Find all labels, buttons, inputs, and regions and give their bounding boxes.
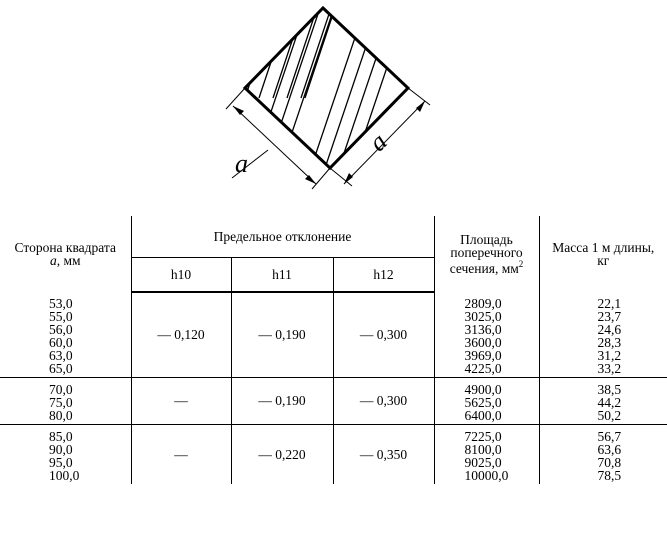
header-h10: h10 (131, 258, 231, 293)
cell-value: 31,2 (597, 348, 622, 363)
cell-value: 63,0 (49, 348, 73, 363)
cell-value: 38,5 (597, 382, 622, 397)
cell-value: 90,0 (49, 442, 73, 457)
header-h11: h11 (231, 258, 333, 293)
h10-value: — (131, 378, 231, 425)
square-section-svg (0, 0, 667, 205)
header-area-sup: 2 (518, 258, 524, 269)
cell-value: 22,1 (597, 296, 622, 311)
cell-value: 28,3 (597, 335, 622, 350)
header-deviation: Предельное отклонение (131, 216, 434, 258)
cell-value: 70,0 (49, 382, 73, 397)
header-side-var: a (49, 253, 57, 268)
cell-value: 56,7 (597, 429, 622, 444)
h11-value: — 0,190 (231, 292, 333, 378)
header-area-line3: сечения, мм (449, 260, 519, 276)
table-row-group-3 (0, 425, 667, 485)
h10-value: — 0,120 (131, 292, 231, 378)
cell-value: 3136,0 (464, 322, 502, 337)
header-mass-line2: кг (597, 253, 610, 268)
cell-value: 75,0 (49, 395, 73, 410)
side-values (0, 425, 131, 485)
extension-lines (226, 88, 430, 189)
header-area-line2: поперечного (450, 245, 523, 261)
header-mass (539, 216, 667, 292)
side-values (0, 292, 131, 378)
mass-values (539, 378, 667, 425)
h10-value: — (131, 425, 231, 485)
cell-value: 3600,0 (464, 335, 502, 350)
cell-value: 3969,0 (464, 348, 502, 363)
dimension-label-right: a (363, 127, 393, 157)
cell-value: 60,0 (49, 335, 73, 350)
cell-value: 2809,0 (464, 296, 502, 311)
cell-value: 5625,0 (464, 395, 502, 410)
cell-value: 100,0 (49, 468, 80, 483)
cell-value: 24,6 (597, 322, 622, 337)
cell-value: 53,0 (49, 296, 73, 311)
cell-value: 3025,0 (464, 309, 502, 324)
cell-value: 4225,0 (464, 361, 502, 376)
h11-value: — 0,190 (231, 378, 333, 425)
mass-values (539, 292, 667, 378)
header-h12: h12 (333, 258, 434, 293)
cell-value: 8100,0 (464, 442, 502, 457)
header-side-unit: , мм (56, 253, 81, 268)
table-row-group-1 (0, 292, 667, 378)
cell-value: 70,8 (597, 455, 622, 470)
cell-value: 63,6 (597, 442, 622, 457)
header-mass-line1: Масса 1 м длины, (552, 239, 655, 255)
cell-value: 85,0 (49, 429, 73, 444)
cell-value: 80,0 (49, 408, 73, 423)
area-values (434, 292, 539, 378)
dimension-label-left: a (235, 149, 248, 178)
cell-value: 9025,0 (464, 455, 502, 470)
header-area (434, 216, 539, 292)
cell-value: 7225,0 (464, 429, 502, 444)
cell-value: 44,2 (597, 395, 622, 410)
cell-value: 55,0 (49, 309, 73, 324)
cell-value: 10000,0 (464, 468, 509, 483)
h11-value: — 0,220 (231, 425, 333, 485)
cell-value: 95,0 (49, 455, 73, 470)
cell-value: 50,2 (597, 408, 622, 423)
cell-value: 65,0 (49, 361, 73, 376)
cell-value: 78,5 (597, 468, 622, 483)
cell-value: 6400,0 (464, 408, 502, 423)
header-side (0, 216, 131, 292)
cell-value: 33,2 (597, 361, 622, 376)
side-values (0, 378, 131, 425)
square-section-drawing (0, 0, 667, 205)
area-values (434, 425, 539, 485)
header-area-line1: Площадь (460, 231, 513, 247)
h12-value: — 0,300 (333, 378, 434, 425)
mass-values (539, 425, 667, 485)
square-bar-table (0, 216, 667, 484)
h12-value: — 0,350 (333, 425, 434, 485)
header-side-line1: Сторона квадрата (14, 239, 116, 255)
cell-value: 4900,0 (464, 382, 502, 397)
h12-value: — 0,300 (333, 292, 434, 378)
cell-value: 23,7 (597, 309, 622, 324)
table-row-group-2 (0, 378, 667, 425)
area-values (434, 378, 539, 425)
cell-value: 56,0 (49, 322, 73, 337)
